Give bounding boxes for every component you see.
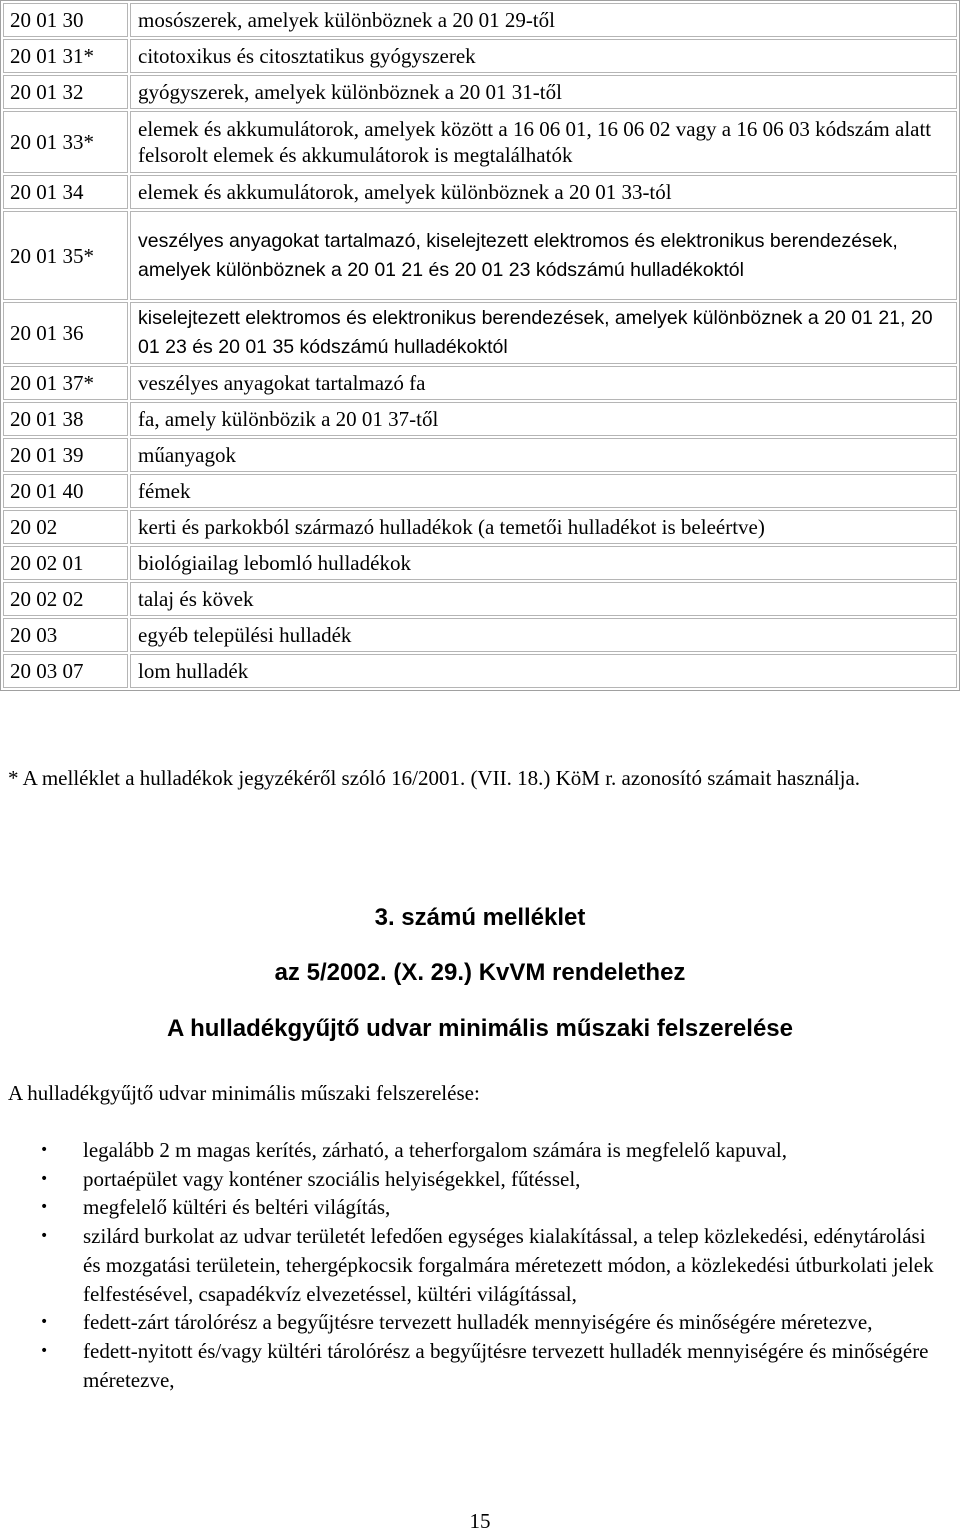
table-row xyxy=(3,302,957,364)
waste-code: 20 02 01 xyxy=(3,546,128,580)
waste-code: 20 01 31* xyxy=(3,39,128,73)
table-row xyxy=(3,618,957,652)
waste-description: elemek és akkumulátorok, amelyek között a 16 06 01, 16 06 02 vagy a 16 06 03 kódszám alatt felsorolt elemek és akkumulátorok is megtalálhatók xyxy=(130,111,957,173)
waste-code: 20 01 39 xyxy=(3,438,128,472)
list-item-text: portaépület vagy konténer szociális helyiségekkel, fűtéssel, xyxy=(83,1166,581,1191)
intro-paragraph: A hulladékgyűjtő udvar minimális műszaki felszerelése: xyxy=(8,1081,480,1105)
list-item-text: fedett-zárt tárolórész a begyűjtésre tervezett hulladék mennyiségére és minőségére méretezve, xyxy=(83,1310,873,1335)
waste-description: egyéb települési hulladék xyxy=(130,618,957,652)
list-item-text: fedett-nyitott és/vagy kültéri tárolórész a begyűjtésre tervezett hulladék mennyiségére és minőségére méretezve, xyxy=(83,1338,929,1392)
waste-description: biológiailag lebomló hulladékok xyxy=(130,546,957,580)
list-item xyxy=(0,1165,960,1194)
waste-code: 20 02 02 xyxy=(3,582,128,616)
table-row xyxy=(3,510,957,544)
waste-description: kerti és parkokból származó hulladékok (a temetői hulladékot is beleértve) xyxy=(130,510,957,544)
list-item-text: legalább 2 m magas kerítés, zárható, a teherforgalom számára is megfelelő kapuval, xyxy=(83,1138,787,1162)
waste-code: 20 01 30 xyxy=(3,3,128,37)
annex-regulation-heading: az 5/2002. (X. 29.) KvVM rendelethez xyxy=(274,959,686,986)
table-row xyxy=(3,175,957,209)
waste-description: veszélyes anyagokat tartalmazó fa xyxy=(130,366,957,400)
table-row xyxy=(3,582,957,616)
waste-description: kiselejtezett elektromos és elektronikus berendezések, amelyek különböznek a 20 01 21, 20 01 23 és 20 01 35 kódszámú hulladékoktól xyxy=(130,302,957,364)
annex-title-heading: A hulladékgyűjtő udvar minimális műszaki felszerelése xyxy=(166,1015,793,1042)
requirements-list xyxy=(0,1136,960,1394)
waste-description: elemek és akkumulátorok, amelyek különböznek a 20 01 33-tól xyxy=(130,175,957,209)
waste-description: műanyagok xyxy=(130,438,957,472)
waste-code: 20 01 37* xyxy=(3,366,128,400)
table-row xyxy=(3,39,957,73)
table-row xyxy=(3,474,957,508)
table-row xyxy=(3,546,957,580)
waste-description: mosószerek, amelyek különböznek a 20 01 29-től xyxy=(130,3,957,37)
list-item xyxy=(0,1136,960,1165)
waste-description: lom hulladék xyxy=(130,654,957,688)
bullet-icon: • xyxy=(40,1314,49,1331)
waste-code: 20 03 07 xyxy=(3,654,128,688)
bullet-icon: • xyxy=(40,1199,49,1216)
waste-description: fa, amely különbözik a 20 01 37-től xyxy=(130,402,957,436)
waste-code: 20 01 32 xyxy=(3,75,128,109)
waste-code-table xyxy=(0,0,960,691)
list-item-text: szilárd burkolat az udvar területét lefedően egységes kialakítással, a telep közlekedési, edénytárolási és mozgatási területein, tehergépkocsik forgalmára méretezett módon, a közlekedési útburkolati jelek felfestésével, csapadékvíz elvezetéssel, kültéri világítással, xyxy=(83,1224,934,1306)
waste-description: gyógyszerek, amelyek különböznek a 20 01 31-től xyxy=(130,75,957,109)
bullet-icon: • xyxy=(40,1170,49,1187)
annex-number-heading: 3. számú melléklet xyxy=(374,904,586,931)
list-item-text: megfelelő kültéri és beltéri világítás, xyxy=(83,1195,391,1220)
table-row xyxy=(3,438,957,472)
waste-code: 20 01 34 xyxy=(3,175,128,209)
list-item xyxy=(0,1337,960,1394)
table-row xyxy=(3,3,957,37)
waste-code: 20 01 38 xyxy=(3,402,128,436)
table-footnote: * A melléklet a hulladékok jegyzékéről szóló 16/2001. (VII. 18.) KöM r. azonosító számait használja. xyxy=(8,766,861,790)
waste-description: veszélyes anyagokat tartalmazó, kiselejtezett elektromos és elektronikus berendezések, amelyek különböznek a 20 01 21 és 20 01 23 kódszámú hulladékoktól xyxy=(130,211,957,300)
bullet-icon: • xyxy=(40,1228,49,1245)
waste-code: 20 02 xyxy=(3,510,128,544)
table-row xyxy=(3,211,957,300)
bullet-icon: • xyxy=(40,1142,49,1158)
waste-code: 20 01 40 xyxy=(3,474,128,508)
table-row xyxy=(3,402,957,436)
waste-code: 20 03 xyxy=(3,618,128,652)
waste-description: fémek xyxy=(130,474,957,508)
table-row xyxy=(3,654,957,688)
waste-description: citotoxikus és citosztatikus gyógyszerek xyxy=(130,39,957,73)
table-row xyxy=(3,75,957,109)
list-item xyxy=(0,1308,960,1337)
list-item xyxy=(0,1193,960,1222)
waste-description: talaj és kövek xyxy=(130,582,957,616)
table-row xyxy=(3,111,957,173)
bullet-icon: • xyxy=(40,1342,49,1359)
page-number: 15 xyxy=(469,1509,491,1533)
list-item xyxy=(0,1222,960,1308)
waste-code: 20 01 36 xyxy=(3,302,128,364)
waste-code: 20 01 35* xyxy=(3,211,128,300)
waste-code: 20 01 33* xyxy=(3,111,128,173)
table-row xyxy=(3,366,957,400)
